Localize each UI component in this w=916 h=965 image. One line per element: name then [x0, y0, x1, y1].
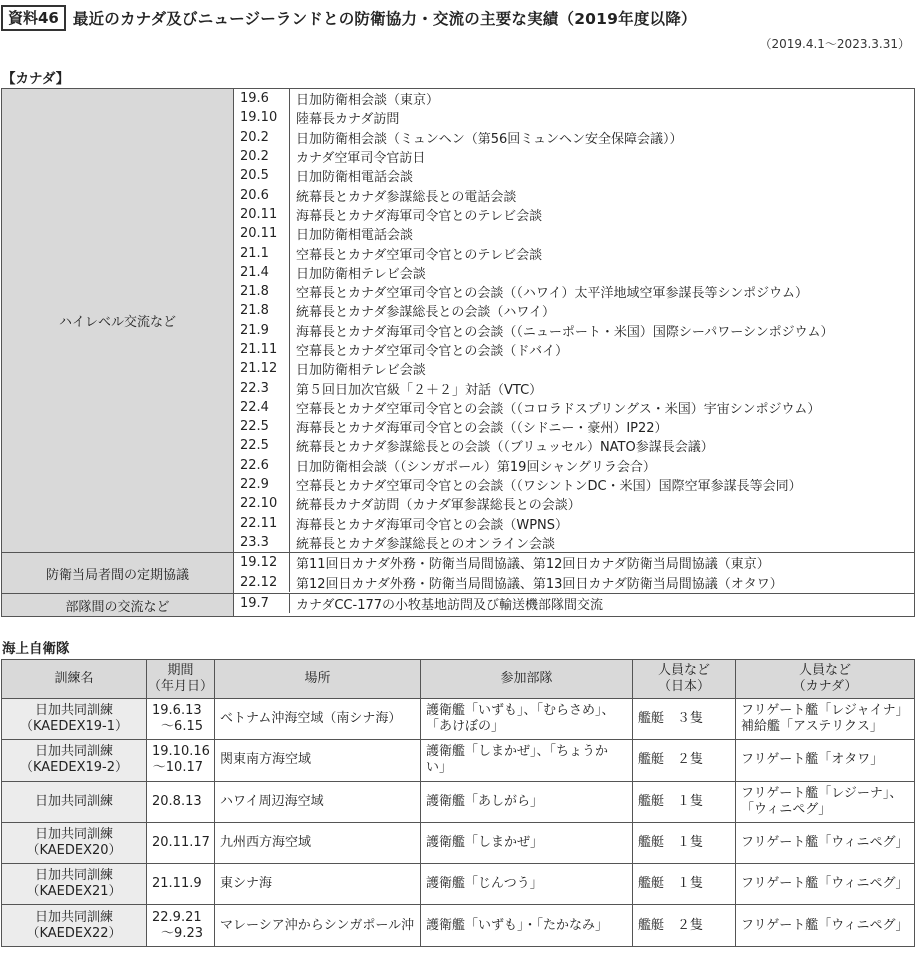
event-text: 日加防衛相会談（（シンガポール）第19回シャングリラ会合）: [296, 459, 656, 475]
event-row: [234, 243, 914, 262]
event-date: 22.4: [234, 398, 290, 417]
event-row: [234, 108, 914, 127]
event-date: 21.1: [234, 243, 290, 262]
regular-events: [234, 553, 914, 592]
msdf-section-label: 海上自衛隊: [2, 641, 70, 657]
event-row: [234, 494, 914, 513]
training-place: 東シナ海: [215, 864, 421, 905]
event-date: 22.10: [234, 494, 290, 513]
event-row: [234, 282, 914, 301]
event-row: [234, 166, 914, 185]
personnel-canada: フリゲート艦「レジーナ」、「ウィニペグ」: [736, 781, 915, 822]
participating-units: 護衛艦「じんつう」: [421, 864, 633, 905]
event-date: 21.8: [234, 282, 290, 301]
event-row: [234, 147, 914, 166]
header-period: 期間 （年月日）: [147, 660, 215, 699]
training-period: 19.10.16 ～10.17: [147, 740, 215, 781]
event-text: 空幕長とカナダ空軍司令官とのテレビ会談: [296, 247, 543, 263]
unit-events: [234, 594, 914, 613]
event-row: [234, 398, 914, 417]
event-row: [234, 263, 914, 282]
event-text: 空幕長とカナダ空軍司令官との会談（（ワシントンDC・米国）国際空軍参謀長等会同）: [296, 479, 802, 495]
training-name: 日加共同訓練 （KAEDEX22）: [2, 905, 147, 946]
event-row: [234, 301, 914, 320]
event-text: 統幕長とカナダ参謀総長との電話会談: [296, 189, 517, 205]
category-regular-consultation: 防衛当局者間の定期協議: [2, 553, 234, 594]
table-row: [2, 781, 915, 822]
event-date: 22.11: [234, 514, 290, 533]
event-text: 海幕長とカナダ海軍司令官とのテレビ会談: [296, 208, 543, 224]
table-header-row: [2, 660, 915, 699]
event-row: [234, 594, 914, 613]
personnel-japan: 艦艇 １隻: [633, 864, 736, 905]
table-row: [2, 89, 915, 553]
event-date: 19.10: [234, 108, 290, 127]
event-row: [234, 378, 914, 397]
personnel-japan: 艦艇 ２隻: [633, 740, 736, 781]
event-text: 日加防衛相会談（ミュンヘン（第56回ミュンヘン安全保障会議））: [296, 131, 683, 147]
title-row: [1, 4, 697, 32]
event-text: 空幕長とカナダ空軍司令官との会談（（コロラドスプリングス・米国）宇宙シンポジウム）: [296, 401, 821, 417]
header-personnel-canada: 人員など （カナダ）: [736, 660, 915, 699]
event-date: 21.11: [234, 340, 290, 359]
training-place: 九州西方海空域: [215, 822, 421, 863]
training-place: ハワイ周辺海空域: [215, 781, 421, 822]
personnel-japan: 艦艇 ３隻: [633, 699, 736, 740]
training-period: 20.11.17: [147, 822, 215, 863]
training-place: マレーシア沖からシンガポール沖: [215, 905, 421, 946]
event-date: 22.6: [234, 456, 290, 475]
event-row: [234, 359, 914, 378]
event-date: 20.11: [234, 224, 290, 243]
training-name: 日加共同訓練 （KAEDEX19-2）: [2, 740, 147, 781]
period-range: （2019.4.1～2023.3.31）: [759, 37, 910, 51]
table-row: [2, 905, 915, 946]
event-date: 21.8: [234, 301, 290, 320]
event-text: 日加防衛相電話会談: [296, 170, 414, 186]
event-text: 海幕長とカナダ海軍司令官との会談（（シドニー・豪州）IP22）: [296, 421, 668, 437]
table-row: [2, 864, 915, 905]
event-row: [234, 128, 914, 147]
personnel-japan: 艦艇 ２隻: [633, 905, 736, 946]
personnel-canada: フリゲート艦「レジャイナ」補給艦「アステリクス」: [736, 699, 915, 740]
msdf-training-table: [1, 659, 915, 947]
event-date: 20.11: [234, 205, 290, 224]
high-level-events: [234, 89, 914, 552]
personnel-canada: フリゲート艦「オタワ」: [736, 740, 915, 781]
header-units: 参加部隊: [421, 660, 633, 699]
event-list: [234, 553, 915, 594]
training-place: 関東南方海空域: [215, 740, 421, 781]
event-text: 統幕長カナダ訪問（カナダ軍参謀総長との会談）: [296, 498, 581, 514]
training-name: 日加共同訓練: [2, 781, 147, 822]
event-text: 日加防衛相電話会談: [296, 228, 414, 244]
event-date: 20.2: [234, 147, 290, 166]
event-date: 20.2: [234, 128, 290, 147]
event-row: [234, 417, 914, 436]
event-text: 日加防衛相会談（東京）: [296, 93, 440, 109]
event-date: 20.5: [234, 166, 290, 185]
event-date: 22.9: [234, 475, 290, 494]
event-date: 20.6: [234, 185, 290, 204]
event-list: [234, 594, 915, 617]
event-text: 空幕長とカナダ空軍司令官との会談（（ハワイ）太平洋地域空軍参謀長等シンポジウム）: [296, 286, 809, 302]
event-row: [234, 572, 914, 591]
event-date: 22.5: [234, 417, 290, 436]
training-period: 22.9.21 ～9.23: [147, 905, 215, 946]
training-name: 日加共同訓練 （KAEDEX20）: [2, 822, 147, 863]
personnel-japan: 艦艇 １隻: [633, 822, 736, 863]
training-name: 日加共同訓練 （KAEDEX19-1）: [2, 699, 147, 740]
event-text: カナダ空軍司令官訪日: [296, 151, 426, 167]
event-text: 第12回日カナダ外務・防衛当局間協議、第13回日カナダ防衛当局間協議（オタワ）: [296, 576, 783, 592]
canada-exchange-table: [1, 88, 915, 617]
category-high-level: ハイレベル交流など: [2, 89, 234, 553]
event-date: 22.5: [234, 436, 290, 455]
training-period: 20.8.13: [147, 781, 215, 822]
participating-units: 護衛艦「しまかぜ」、「ちょうかい」: [421, 740, 633, 781]
event-row: [234, 89, 914, 108]
table-row: [2, 740, 915, 781]
personnel-japan: 艦艇 １隻: [633, 781, 736, 822]
canada-section-label: 【カナダ】: [2, 71, 70, 87]
category-unit-exchange: 部隊間の交流など: [2, 594, 234, 617]
event-text: 第11回日カナダ外務・防衛当局間協議、第12回日カナダ防衛当局間協議（東京）: [296, 557, 770, 573]
page-title: 最近のカナダ及びニュージーランドとの防衛協力・交流の主要な実績（2019年度以降）: [72, 10, 697, 28]
event-date: 22.12: [234, 572, 290, 591]
event-row: [234, 224, 914, 243]
header-personnel-japan: 人員など （日本）: [633, 660, 736, 699]
event-row: [234, 456, 914, 475]
event-row: [234, 205, 914, 224]
event-text: 統幕長とカナダ参謀総長との会談（（ブリュッセル）NATO参謀長会議）: [296, 440, 714, 456]
header-place: 場所: [215, 660, 421, 699]
event-row: [234, 185, 914, 204]
event-date: 21.9: [234, 321, 290, 340]
event-text: 海幕長とカナダ海軍司令官との会談（WPNS）: [296, 517, 569, 533]
document-number-badge: 資料46: [1, 5, 66, 31]
participating-units: 護衛艦「あしがら」: [421, 781, 633, 822]
event-text: 第５回日加次官級「２＋２」対話（VTC）: [296, 382, 543, 398]
participating-units: 護衛艦「しまかぜ」: [421, 822, 633, 863]
event-text: 日加防衛相テレビ会談: [296, 363, 426, 379]
event-text: 海幕長とカナダ海軍司令官との会談（（ニューポート・米国）国際シーパワーシンポジウム）: [296, 324, 834, 340]
event-text: 統幕長とカナダ参謀総長との会談（ハワイ）: [296, 305, 555, 321]
event-row: [234, 514, 914, 533]
event-text: 陸幕長カナダ訪問: [296, 112, 400, 128]
training-name: 日加共同訓練 （KAEDEX21）: [2, 864, 147, 905]
table-row: [2, 699, 915, 740]
participating-units: 護衛艦「いずも」・「たかなみ」: [421, 905, 633, 946]
table-row: [2, 822, 915, 863]
event-date: 21.12: [234, 359, 290, 378]
event-date: 23.3: [234, 533, 290, 552]
event-row: [234, 321, 914, 340]
event-row: [234, 340, 914, 359]
table-row: [2, 553, 915, 594]
event-text: 日加防衛相テレビ会談: [296, 266, 426, 282]
personnel-canada: フリゲート艦「ウィニペグ」: [736, 822, 915, 863]
personnel-canada: フリゲート艦「ウィニペグ」: [736, 864, 915, 905]
event-date: 19.7: [234, 594, 290, 613]
training-period: 19.6.13 ～6.15: [147, 699, 215, 740]
event-date: 21.4: [234, 263, 290, 282]
event-date: 19.6: [234, 89, 290, 108]
event-text: 空幕長とカナダ空軍司令官との会談（ドバイ）: [296, 344, 569, 359]
training-place: ベトナム沖海空域（南シナ海）: [215, 699, 421, 740]
event-text: カナダCC-177の小牧基地訪問及び輸送機部隊間交流: [296, 598, 604, 614]
personnel-canada: フリゲート艦「ウィニペグ」: [736, 905, 915, 946]
participating-units: 護衛艦「いずも」、「むらさめ」、「あけぼの」: [421, 699, 633, 740]
event-row: [234, 436, 914, 455]
event-row: [234, 475, 914, 494]
event-list: [234, 89, 915, 553]
event-text: 統幕長とカナダ参謀総長とのオンライン会談: [296, 536, 555, 552]
event-row: [234, 533, 914, 552]
table-row: [2, 594, 915, 617]
training-period: 21.11.9: [147, 864, 215, 905]
header-training-name: 訓練名: [2, 660, 147, 699]
event-date: 19.12: [234, 553, 290, 572]
event-row: [234, 553, 914, 572]
event-date: 22.3: [234, 378, 290, 397]
